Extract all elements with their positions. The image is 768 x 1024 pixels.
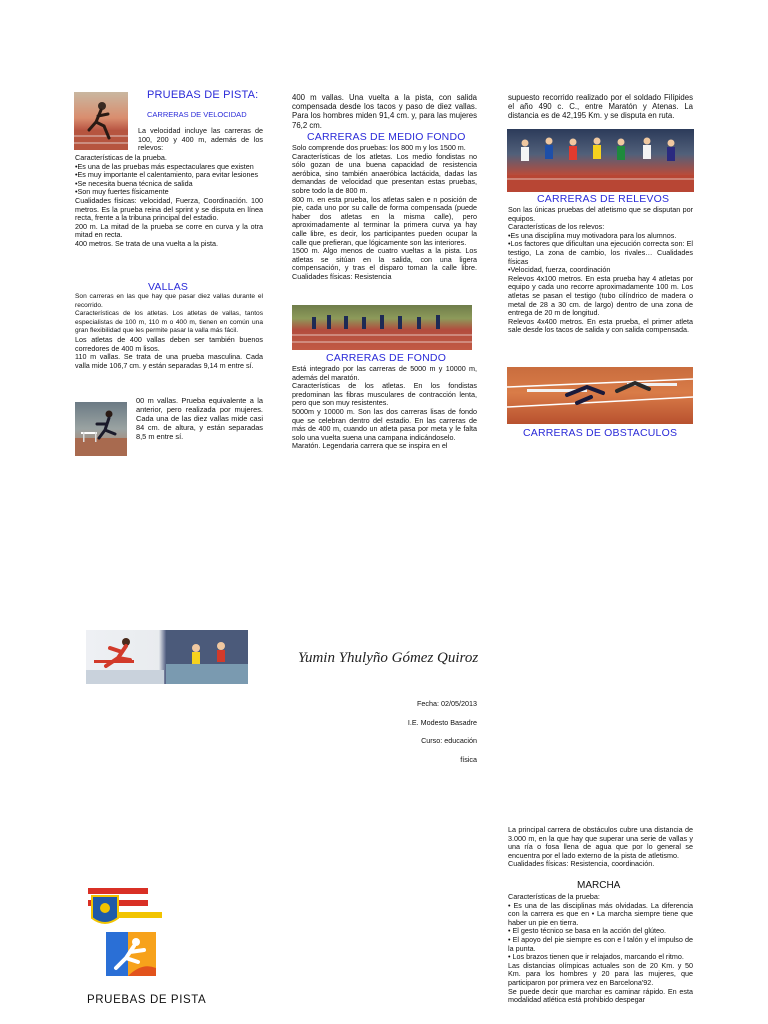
- velocidad-line: Características de la prueba.: [75, 153, 167, 162]
- cover-photo: [86, 630, 248, 684]
- fondo-body: [292, 365, 477, 451]
- vallas-heading: VALLAS: [148, 281, 189, 293]
- medio-fondo-body: [292, 144, 477, 282]
- school-shield-logo: [88, 888, 166, 928]
- velocidad-line: •Se necesita buena técnica de salida: [75, 178, 193, 188]
- relevos-line: •Es una disciplina muy motivadora para los alumnos.: [508, 230, 677, 240]
- panel2-intro: 400 m vallas. Una vuelta a la pista, con salida compensada desde los tacos y paso de diez vallas. Para los hombres miden 91,4 cm. y, para las mujeres 76,2 cm.: [292, 93, 477, 130]
- medio-line: Solo comprende dos pruebas: los 800 m y los 1500 m.: [292, 143, 466, 152]
- medio-line: 1500 m. Algo menos de cuatro vueltas a la pista. Los atletas se sitúan en la salida, con una ligera compensación, y tras el disparo toman la calle libre. Cualidades físicas: Resistencia: [292, 246, 477, 281]
- vallas-line: Los atletas de 400 vallas deben ser también buenos corredores de 400 m lisos.: [75, 334, 263, 353]
- obstaculos-line: Cualidades físicas: Resistencia, coordinación.: [508, 859, 655, 869]
- obstaculos-body: [508, 826, 693, 869]
- marcha-line: Las distancias olímpicas actuales son de 20 Km. y 50 Km. para los hombres y 20 para las mujeres, que participaron por primera vez en Barcelona'92.: [508, 960, 693, 987]
- fondo-line: Está integrado por las carreras de 5000 m y 10000 m, además del maratón.: [292, 364, 477, 382]
- marcha-line: • Es una de las disciplinas más olvidadas. La diferencia con la carrera es que en • La marcha siempre tiene que haber un pie en tierra.: [508, 900, 693, 927]
- obstaculos-line: La principal carrera de obstáculos cubre una distancia de 3.000 m, en la que hay que superar una serie de vallas y una ría o fosa llena de agua que por lo general se encuentra por el lado externo de la pista de atletismo.: [508, 825, 693, 860]
- velocidad-body: [75, 154, 263, 249]
- institution-field: I.E. Modesto Basadre: [407, 718, 477, 727]
- footer-title: PRUEBAS DE PISTA: [87, 994, 207, 1006]
- velocidad-intro: La velocidad incluye las carreras de 100, 200 y 400 m, además de los relevos:: [138, 126, 263, 153]
- course-field-cont: física: [460, 755, 477, 764]
- velocidad-line: •Es una de las pruebas más espectaculares que existen: [75, 161, 254, 171]
- relevos-body: [508, 206, 693, 335]
- panel1-subtitle: CARRERAS DE VELOCIDAD: [147, 110, 247, 119]
- medio-line: Características de los atletas. Los medio fondistas no sólo gozan de una buena capacidad de resistencia aeróbica, sino también anaeróbica lactácida, dadas las demandas de velocidad que presentan estas pruebas, sobre todo la de 800 m.: [292, 151, 477, 195]
- marcha-line: Se puede decir que marchar es caminar rápido. En esta modalidad atlética está prohibido despegar: [508, 986, 693, 1005]
- runners-photo: [507, 129, 694, 192]
- vallas-body: [75, 293, 263, 370]
- relevos-heading: CARRERAS DE RELEVOS: [537, 193, 670, 205]
- hurdles-photo: [75, 402, 127, 456]
- track-race-photo: [292, 305, 472, 350]
- fondo-heading: CARRERAS DE FONDO: [326, 352, 447, 364]
- marcha-body: [508, 893, 693, 1005]
- velocidad-line: •Son muy fuertes físicamente: [75, 187, 169, 197]
- relevos-line: •Velocidad, fuerza, coordinación: [508, 265, 611, 275]
- vallas-line: Características de los atletas. Los atletas de vallas, tantos especialistas de 100 m, 110 m o 400 m, tienen en común una gran flexibilidad que les permite pasar la valla más fácil.: [75, 310, 263, 335]
- vallas-line: Son carreras en las que hay que pasar diez vallas durante el recorrido.: [75, 293, 263, 309]
- steeplechase-photo: [507, 367, 693, 424]
- marcha-line: • Los brazos tienen que ir relajados, marcando el ritmo.: [508, 952, 684, 962]
- velocidad-line: 200 m. La mitad de la prueba se corre en curva y la otra mitad en recta.: [75, 221, 263, 240]
- date-field: Fecha: 02/05/2013: [417, 699, 477, 708]
- vallas-line: 110 m vallas. Se trata de una prueba masculina. Cada valla mide 106,7 cm. y están separadas 9,14 m entre sí.: [75, 352, 263, 370]
- panel1-title: PRUEBAS DE PISTA:: [147, 89, 259, 101]
- sprinter-photo: [74, 92, 128, 150]
- marcha-line: • El gesto técnico se basa en la acción del glúteo.: [508, 926, 666, 936]
- relevos-line: •Los factores que dificultan una ejecución correcta son: El testigo, La zona de cambio, los rivales… Cualidades físicas: [508, 239, 693, 266]
- relevos-line: Son las únicas pruebas del atletismo que se disputan por equipos.: [508, 205, 693, 223]
- fondo-line: Maratón. Legendaria carrera que se inspira en el: [292, 441, 448, 451]
- velocidad-line: 400 metros. Se trata de una vuelta a la pista.: [75, 238, 219, 248]
- fondo-line: 5000m y 10000 m. Son las dos carreras lisas de fondo que se celebran dentro del estadio. En las carreras de más de 400 m, cuando un atleta pasa por meta y le falta solo una vuelta suena una campana indicándoselo.: [292, 406, 477, 442]
- medio-line: 800 m. en esta prueba, los atletas salen e n posición de pie, cada uno por su calle de forma compensada (puede haber dos atletas en la misma calle), pero aproximadamente al terminar la primera curva ya hay calle libre, es decir, los participantes pueden ocupar la calle que prefieran, que lógicamente son las interiores.: [292, 194, 477, 247]
- athletics-logo: [106, 932, 156, 976]
- relevos-line: Relevos 4x100 metros. En esta prueba hay 4 atletas por equipo y cada uno recorre aproximadamente 100 m. Los atletas se pasan el testigo (tubo cilíndrico de madera o metal de 28 a 30 cm. de largo) dentro de una zona de entrega de 20 m de longitud.: [508, 273, 693, 318]
- marcha-heading: MARCHA: [577, 880, 621, 891]
- obstaculos-heading: CARRERAS DE OBSTACULOS: [523, 427, 678, 439]
- author-name: Yumin Yhulyño Gómez Quiroz: [298, 650, 479, 666]
- relevos-line: Relevos 4x400 metros. En esta prueba, el primer atleta sale desde los tacos de salida y con salida compensada.: [508, 316, 693, 335]
- fondo-line: Características de los atletas. En los fondistas predominan las fibras musculares de contracción lenta, pero que son muy resistentes.: [292, 381, 477, 408]
- velocidad-line: •Es muy importante el calentamiento, para evitar lesiones: [75, 170, 259, 180]
- course-field: Curso: educación: [421, 736, 477, 745]
- vallas-side-text: 00 m vallas. Prueba equivalente a la anterior, pero realizada por mujeres. Cada una de las diez vallas mide casi 84 cm. de altura, y están separadas 8,5 m entre sí.: [136, 396, 263, 441]
- panel3-intro: supuesto recorrido realizado por el soldado Filípides el año 490 c. C., entre Maratón y Atenas. La distancia es de 42,195 Km. y se disputa en ruta.: [508, 93, 693, 121]
- velocidad-line: Cualidades físicas: velocidad, Fuerza, Coordinación. 100 metros. Es la prueba reina del sprint y se disputa en línea recta, frente a la tribuna principal del estadio.: [75, 195, 263, 223]
- medio-fondo-heading: CARRERAS DE MEDIO FONDO: [307, 131, 466, 143]
- relevos-line: Características de los relevos:: [508, 222, 605, 232]
- marcha-line: Características de la prueba:: [508, 892, 600, 901]
- marcha-line: • El apoyo del pie siempre es con e l talón y el impulso de la punta.: [508, 934, 693, 953]
